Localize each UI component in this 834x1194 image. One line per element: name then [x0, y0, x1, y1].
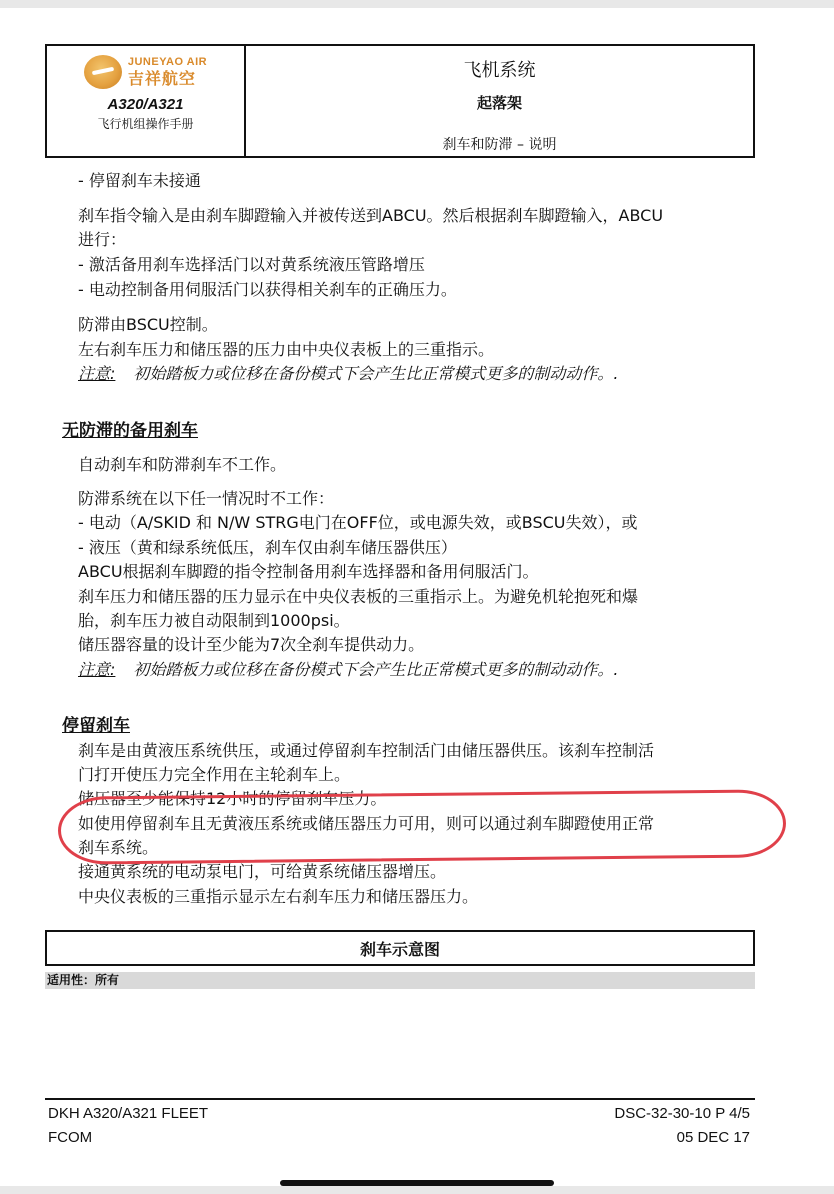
logo-english: JUNEYAO AIR [127, 56, 208, 68]
red-highlight-circle [58, 789, 787, 865]
text-line: 左右刹车压力和储压器的压力由中央仪表板上的三重指示。 [78, 340, 495, 359]
text-line: ABCU根据刹车脚蹬的指令控制备用刹车选择器和备用伺服活门。 [78, 562, 539, 581]
footer-page-ref: DSC-32-30-10 P 4/5 [614, 1105, 750, 1122]
bottom-band [0, 1186, 834, 1194]
text-line: - 液压（黄和绿系统低压，刹车仅由刹车储压器供压） [78, 538, 457, 557]
heading-parking-brake: 停留刹车 [62, 716, 130, 736]
text-line: 自动刹车和防滞刹车不工作。 [78, 455, 287, 474]
text-line: - 停留刹车未接通 [78, 171, 201, 190]
footer-fleet: DKH A320/A321 FLEET [48, 1105, 209, 1122]
note-text: 初始踏板力或位移在备份模式下会产生比正常模式更多的制动动作。. [133, 660, 619, 679]
figure-title-box [45, 930, 755, 966]
heading-alternate-braking: 无防滞的备用刹车 [62, 421, 198, 441]
header-title-cell [246, 46, 753, 156]
airline-logo-icon [84, 55, 122, 89]
text-line: 刹车是由黄液压系统供压，或通过停留刹车控制活门由储压器供压。该刹车控制活 [78, 741, 655, 760]
text-line: 刹车系统。 [78, 838, 159, 857]
text-line: 进行： [78, 230, 127, 249]
manual-name: 飞行机组操作手册 [97, 117, 194, 131]
text-line: 门打开使压力完全作用在主轮刹车上。 [78, 765, 351, 784]
text-line: - 激活备用刹车选择活门以对黄系统液压管路增压 [78, 255, 425, 274]
logo-chinese: 吉祥航空 [127, 69, 196, 88]
text-line: 刹车压力和储压器的压力显示在中央仪表板的三重指示上。为避免机轮抱死和爆 [78, 587, 639, 606]
subsystem-title: 起落架 [476, 94, 522, 112]
text-line: 如使用停留刹车且无黄液压系统或储压器压力可用，则可以通过刹车脚蹬使用正常 [78, 814, 655, 833]
section-title: 刹车和防滞 – 说明 [442, 137, 557, 153]
text-line: 中央仪表板的三重指示显示左右刹车压力和储压器压力。 [78, 887, 479, 906]
note-2 [78, 659, 619, 681]
text-line: 防滞由BSCU控制。 [78, 315, 218, 334]
note-label: 注意: [78, 364, 116, 383]
aircraft-model: A320/A321 [107, 96, 184, 113]
text-line: 防滞系统在以下任一情况时不工作： [78, 489, 335, 508]
figure-title: 刹车示意图 [359, 939, 440, 959]
header-logo-cell [47, 46, 246, 156]
footer-doc-type: FCOM [48, 1129, 93, 1146]
text-line: 储压器容量的设计至少能为7次全刹车提供动力。 [78, 635, 425, 654]
home-indicator[interactable] [280, 1180, 554, 1186]
note-text: 初始踏板力或位移在备份模式下会产生比正常模式更多的制动动作。. [133, 364, 619, 383]
page-header [45, 44, 755, 158]
text-line: 刹车指令输入是由刹车脚蹬输入并被传送到ABCU。然后根据刹车脚蹬输入，ABCU [78, 206, 664, 225]
text-line: 胎，刹车压力被自动限制到1000psi。 [78, 611, 350, 630]
footer-date: 05 DEC 17 [676, 1129, 750, 1146]
airline-logo [84, 52, 207, 92]
top-band [0, 0, 834, 8]
text-line: 储压器至少能保持12小时的停留刹车压力。 [78, 789, 387, 808]
note-label: 注意: [78, 660, 116, 679]
note-1 [78, 363, 619, 385]
text-line: 接通黄系统的电动泵电门，可给黄系统储压器增压。 [78, 862, 447, 881]
applicability-bar: 适用性：所有 [45, 972, 755, 989]
system-title: 飞机系统 [463, 60, 536, 81]
footer-rule [45, 1098, 755, 1100]
text-line: - 电动（A/SKID 和 N/W STRG电门在OFF位，或电源失效，或BSCU失效），或 [78, 513, 638, 532]
text-line: - 电动控制备用伺服活门以获得相关刹车的正确压力。 [78, 280, 457, 299]
